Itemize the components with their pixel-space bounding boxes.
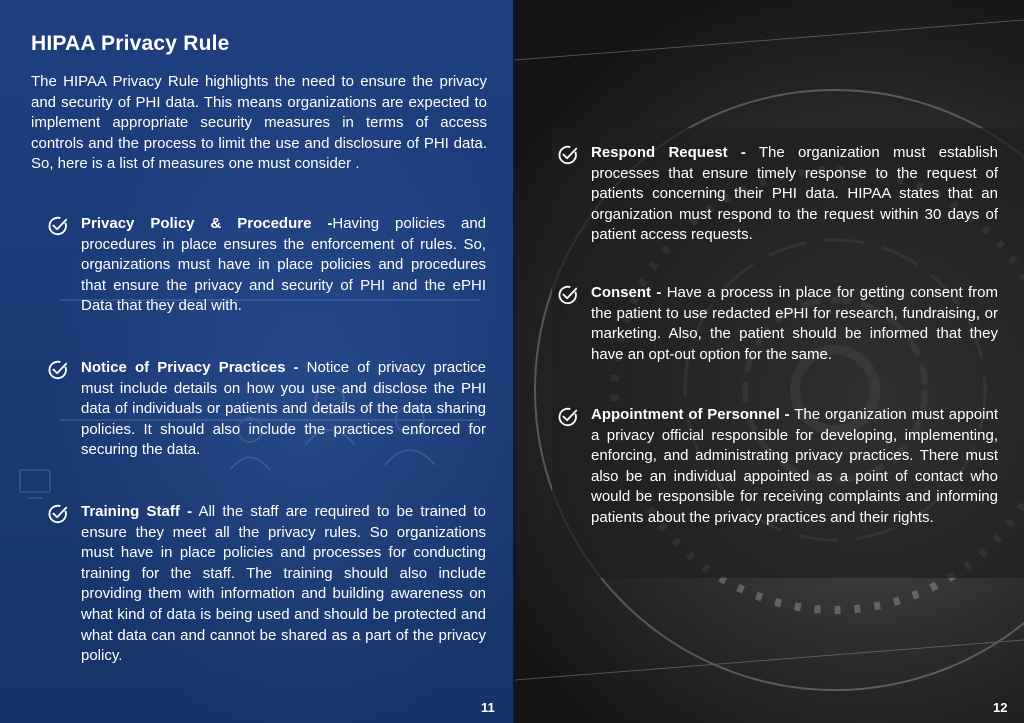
item-body: Notice of privacy practice must include details on how you use and disclose the PHI data of individuals or patients and details of the data sharing policies. It should also include the practices enforced for securing the data. [81,359,486,459]
check-circle-icon [557,284,579,306]
check-circle-icon [557,144,579,166]
item-heading: Respond Request - [591,144,746,161]
check-circle-icon [47,503,69,525]
item-heading: Notice of Privacy Practices - [81,359,299,376]
page-number-left: 11 [481,700,495,715]
item-body: All the staff are required to be trained to ensure they meet all the privacy rules. So organizations must have in place policies and processes for conducting training for the staff. The training should also include providing them with information and building awareness on what kind of data is being used and should be protected and what data can and cannot be shared as a part of the privacy policy. [81,503,487,665]
list-item [591,405,998,529]
list-item [81,502,486,667]
item-heading: Privacy Policy & Procedure - [81,215,333,232]
list-item [81,214,486,317]
page-title: HIPAA Privacy Rule [31,32,230,55]
item-heading: Consent - [591,284,662,301]
check-circle-icon [47,215,69,237]
item-body: Having policies and procedures in place ensures the enforcement of rules. So, organizations must have in place policies and procedures that ensure the privacy and security of PHI and the ePHI Data that they deal with. [81,215,487,315]
item-body: Have a process in place for getting consent from the patient to use redacted ePHI for research, fundraising, or marketing. Also, the patient should be informed that they have an opt-out option for the same. [591,284,998,363]
intro-paragraph: The HIPAA Privacy Rule highlights the need to ensure the privacy and security of PHI data. This means organizations are expected to implement appropriate security measures in terms of access controls and the process to limit the use and disclosure of PHI data. So, here is a list of measures one must consider . [31,73,487,173]
check-circle-icon [557,406,579,428]
list-item [591,283,998,365]
check-circle-icon [47,359,69,381]
item-body: The organization must establish processes that ensure timely response to the request of patients concerning their PHI data. HIPAA states that an organization must respond to the request within 30 days of patient access requests. [591,144,998,244]
item-body: The organization must appoint a privacy official responsible for developing, implementing, enforcing, and administrating privacy practices. There must also be an individual appointed as a point of contact who would be responsible for receiving complaints and informing patients about the privacy practices and their rights. [591,406,998,526]
list-item [591,143,998,246]
page-number-right: 12 [993,700,1008,715]
item-heading: Appointment of Personnel - [591,406,790,423]
item-heading: Training Staff - [81,503,193,520]
list-item [81,358,486,461]
